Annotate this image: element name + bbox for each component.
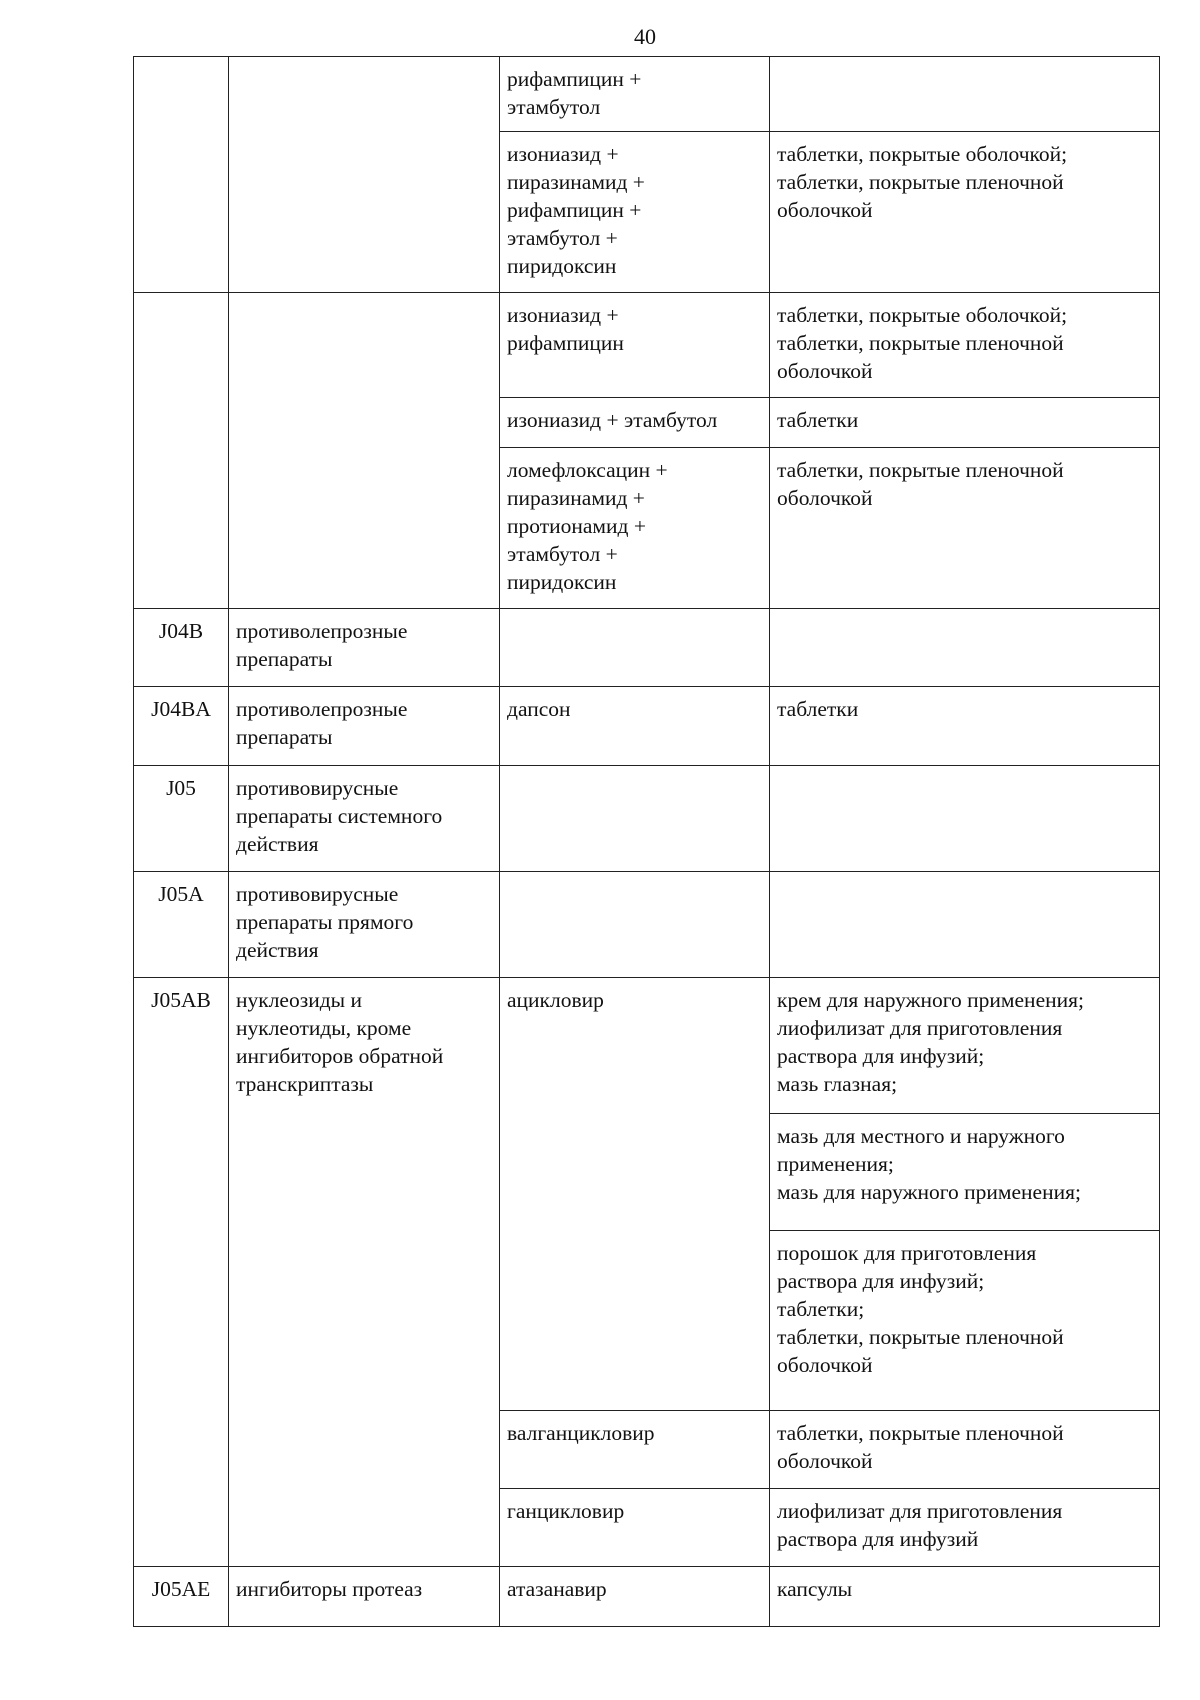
table-row — [134, 1489, 1160, 1567]
table-row — [134, 1114, 1160, 1231]
table-row — [134, 609, 1160, 687]
dosage-form-cell — [770, 57, 1160, 132]
dosage-form-cell: таблетки, покрытые оболочкой; таблетки, покрытые пленочной оболочкой — [770, 132, 1160, 293]
substance-cell: дапсон — [500, 687, 770, 766]
group-name-cell — [229, 1231, 500, 1411]
group-name-cell: противовирусные препараты системного действия — [229, 766, 500, 872]
substance-cell: ацикловир — [500, 978, 770, 1114]
dosage-form-cell — [770, 766, 1160, 872]
table-row — [134, 872, 1160, 978]
table-row — [134, 687, 1160, 766]
group-name-cell: нуклеозиды и нуклеотиды, кроме ингибиторов обратной транскриптазы — [229, 978, 500, 1114]
group-name-cell — [229, 1114, 500, 1231]
drug-table — [133, 56, 1160, 1627]
substance-cell: изониазид + этамбутол — [500, 398, 770, 448]
table-row — [134, 57, 1160, 132]
table-row — [134, 398, 1160, 448]
atc-code-cell — [134, 1114, 229, 1231]
atc-code-cell: J04B — [134, 609, 229, 687]
dosage-form-cell: таблетки — [770, 398, 1160, 448]
substance-cell — [500, 1114, 770, 1231]
substance-cell — [500, 872, 770, 978]
group-name-cell: ингибиторы протеаз — [229, 1567, 500, 1627]
group-name-cell — [229, 132, 500, 293]
table-row — [134, 132, 1160, 293]
dosage-form-cell — [770, 609, 1160, 687]
table-row — [134, 978, 1160, 1114]
table-row — [134, 1567, 1160, 1627]
group-name-cell — [229, 1411, 500, 1489]
group-name-cell — [229, 57, 500, 132]
dosage-form-cell: таблетки, покрытые пленочной оболочкой — [770, 448, 1160, 609]
atc-code-cell — [134, 448, 229, 609]
table-row — [134, 1411, 1160, 1489]
substance-cell: ломефлоксацин + пиразинамид + протионамид + этамбутол + пиридоксин — [500, 448, 770, 609]
atc-code-cell — [134, 132, 229, 293]
atc-code-cell: J04BA — [134, 687, 229, 766]
atc-code-cell — [134, 293, 229, 398]
atc-code-cell: J05A — [134, 872, 229, 978]
dosage-form-cell: крем для наружного применения; лиофилизат для приготовления раствора для инфузий; мазь глазная; — [770, 978, 1160, 1114]
table-row — [134, 448, 1160, 609]
substance-cell: рифампицин + этамбутол — [500, 57, 770, 132]
group-name-cell — [229, 398, 500, 448]
atc-code-cell — [134, 1231, 229, 1411]
group-name-cell — [229, 1489, 500, 1567]
substance-cell: валганцикловир — [500, 1411, 770, 1489]
table-row — [134, 1231, 1160, 1411]
atc-code-cell: J05AB — [134, 978, 229, 1114]
dosage-form-cell: таблетки, покрытые пленочной оболочкой — [770, 1411, 1160, 1489]
dosage-form-cell: лиофилизат для приготовления раствора для инфузий — [770, 1489, 1160, 1567]
dosage-form-cell: таблетки, покрытые оболочкой; таблетки, покрытые пленочной оболочкой — [770, 293, 1160, 398]
substance-cell: ганцикловир — [500, 1489, 770, 1567]
substance-cell — [500, 609, 770, 687]
group-name-cell — [229, 448, 500, 609]
page-number: 40 — [634, 24, 656, 49]
group-name-cell — [229, 293, 500, 398]
substance-cell — [500, 1231, 770, 1411]
dosage-form-cell — [770, 872, 1160, 978]
substance-cell: изониазид + рифампицин — [500, 293, 770, 398]
dosage-form-cell: порошок для приготовления раствора для инфузий; таблетки; таблетки, покрытые пленочной оболочкой — [770, 1231, 1160, 1411]
table-row — [134, 766, 1160, 872]
substance-cell: изониазид + пиразинамид + рифампицин + этамбутол + пиридоксин — [500, 132, 770, 293]
atc-code-cell: J05AE — [134, 1567, 229, 1627]
dosage-form-cell: мазь для местного и наружного применения; мазь для наружного применения; — [770, 1114, 1160, 1231]
atc-code-cell: J05 — [134, 766, 229, 872]
atc-code-cell — [134, 57, 229, 132]
atc-code-cell — [134, 1411, 229, 1489]
group-name-cell: противовирусные препараты прямого действия — [229, 872, 500, 978]
atc-code-cell — [134, 1489, 229, 1567]
dosage-form-cell: капсулы — [770, 1567, 1160, 1627]
substance-cell: атазанавир — [500, 1567, 770, 1627]
atc-code-cell — [134, 398, 229, 448]
group-name-cell: противолепрозные препараты — [229, 609, 500, 687]
dosage-form-cell: таблетки — [770, 687, 1160, 766]
group-name-cell: противолепрозные препараты — [229, 687, 500, 766]
table-row — [134, 293, 1160, 398]
substance-cell — [500, 766, 770, 872]
